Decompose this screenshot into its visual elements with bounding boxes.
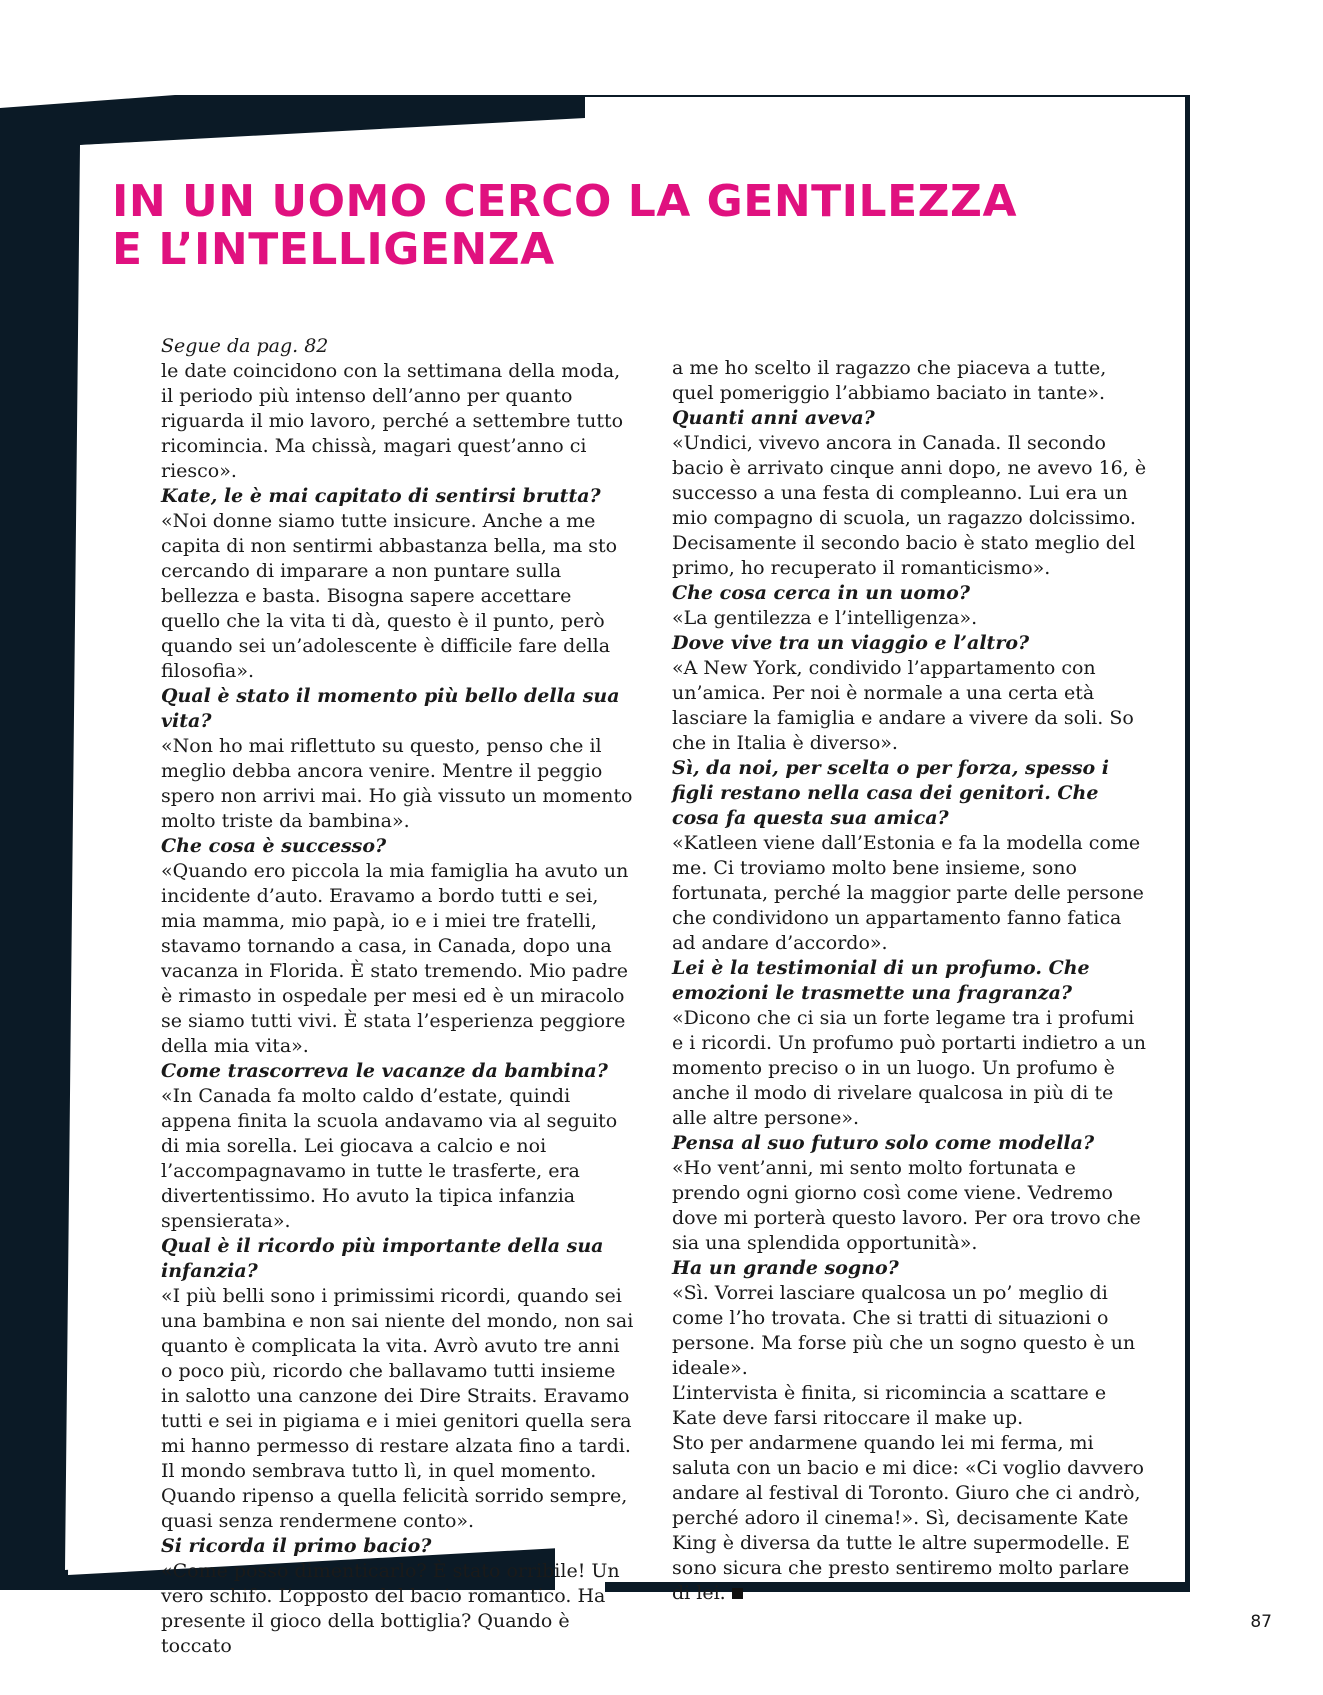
right-column-body	[672, 356, 1150, 1606]
end-of-article-mark	[732, 1588, 743, 1599]
interview-question: Qual è il ricordo più importante della sua infanzia?	[161, 1235, 604, 1282]
interview-question: Che cosa è successo?	[161, 835, 387, 857]
headline-line-2: E L’INTELLIGENZA	[112, 224, 555, 275]
interview-answer: «Ho vent’anni, mi sento molto fortunata e prendo ogni giorno così come viene. Vedremo dove mi porterà questo lavoro. Per ora trovo che sia una splendida opportunità».	[672, 1157, 1141, 1254]
interview-question: Come trascorreva le vacanze da bambina?	[161, 1060, 608, 1082]
interview-answer: «La gentilezza e l’intelligenza».	[672, 607, 978, 629]
interview-answer: «I più belli sono i primissimi ricordi, quando sei una bambina e non sai niente del mondo, non sai quanto è complicata la vita. Avrò avuto tre anni o poco più, ricordo che ballavamo tutti insieme in salotto una canzone dei Dire Straits. Eravamo tutti e sei in pigiama e i miei genitori quella sera mi hanno permesso di restare alzata fino a tardi. Il mondo sembrava tutto lì, in quel momento. Quando ripenso a quella felicità sorrido sempre, quasi senza rendermene conto».	[161, 1285, 634, 1532]
interview-answer: L’intervista è finita, si ricomincia a scattare e Kate deve farsi ritoccare il make up.	[672, 1382, 1107, 1429]
page-number: 87	[1250, 1612, 1272, 1632]
interview-answer: Sto per andarmene quando lei mi ferma, mi saluta con un bacio e mi dice: «Ci voglio davvero andare al festival di Toronto. Giuro che ci andrò, perché adoro il cinema!». Sì, decisamente Kate King è diversa da tutte le altre supermodelle. E sono sicura che presto sentiremo molto parlare di lei.	[672, 1432, 1144, 1604]
article-column-right	[672, 356, 1150, 1606]
continued-from-note: Segue da pag. 82	[161, 335, 329, 357]
interview-question: Ha un grande sogno?	[672, 1257, 899, 1279]
interview-answer: «Come posso dimenticarlo? È stato orribile! Un vero schifo. L’opposto del bacio romantico. Ha presente il gioco della bottiglia? Quando è toccato	[161, 1560, 620, 1657]
interview-question: Kate, le è mai capitato di sentirsi brutta?	[161, 485, 601, 507]
interview-question: Pensa al suo futuro solo come modella?	[672, 1132, 1095, 1154]
headline	[112, 178, 1112, 274]
interview-answer: «In Canada fa molto caldo d’estate, quindi appena finita la scuola andavamo via al seguito di mia sorella. Lei giocava a calcio e noi l’accompagnavamo in tutte le trasferte, era divertentissimo. Ho avuto la tipica infanzia spensierata».	[161, 1085, 618, 1232]
interview-answer: «A New York, condivido l’appartamento con un’amica. Per noi è normale a una certa età lasciare la famiglia e andare a vivere da soli. So che in Italia è diverso».	[672, 657, 1134, 754]
interview-answer: a me ho scelto il ragazzo che piaceva a tutte, quel pomeriggio l’abbiamo baciato in tante».	[672, 357, 1107, 404]
interview-answer: «Katleen viene dall’Estonia e fa la modella come me. Ci troviamo molto bene insieme, sono fortunata, perché la maggior parte delle persone che condividono un appartamento fanno fatica ad andare d’accordo».	[672, 832, 1144, 954]
interview-question: Lei è la testimonial di un profumo. Che emozioni le trasmette una fragranza?	[672, 957, 1090, 1004]
article-column-left	[161, 334, 635, 1659]
interview-question: Si ricorda il primo bacio?	[161, 1535, 432, 1557]
interview-question: Qual è stato il momento più bello della sua vita?	[161, 685, 620, 732]
interview-question: Quanti anni aveva?	[672, 407, 875, 429]
interview-answer: «Dicono che ci sia un forte legame tra i profumi e i ricordi. Un profumo può portarti indietro a un momento preciso o in un luogo. Un profumo è anche il modo di rivelare qualcosa in più di te alle altre persone».	[672, 1007, 1146, 1129]
headline-line-1: IN UN UOMO CERCO LA GENTILEZZA	[112, 176, 1018, 227]
interview-answer: «Non ho mai riflettuto su questo, penso che il meglio debba ancora venire. Mentre il peggio spero non arrivi mai. Ho già vissuto un momento molto triste da bambina».	[161, 735, 633, 832]
left-column-body	[161, 359, 635, 1659]
interview-answer: le date coincidono con la settimana della moda, il periodo più intenso dell’anno per quanto riguarda il mio lavoro, perché a settembre tutto ricomincia. Ma chissà, magari quest’anno ci riesco».	[161, 360, 624, 482]
interview-answer: «Sì. Vorrei lasciare qualcosa un po’ meglio di come l’ho trovata. Che si tratti di situazioni o persone. Ma forse più che un sogno questo è un ideale».	[672, 1282, 1136, 1379]
interview-answer: «Noi donne siamo tutte insicure. Anche a me capita di non sentirmi abbastanza bella, ma sto cercando di imparare a non puntare sulla bellezza e basta. Bisogna sapere accettare quello che la vita ti dà, questo è il punto, però quando sei un’adolescente è difficile fare della filosofia».	[161, 510, 618, 682]
interview-question: Che cosa cerca in un uomo?	[672, 582, 970, 604]
interview-answer: «Undici, vivevo ancora in Canada. Il secondo bacio è arrivato cinque anni dopo, ne avevo 16, è successo a una festa di compleanno. Lui era un mio compagno di scuola, un ragazzo dolcissimo. Decisamente il secondo bacio è stato meglio del primo, ho recuperato il romanticismo».	[672, 432, 1147, 579]
interview-answer: «Quando ero piccola la mia famiglia ha avuto un incidente d’auto. Eravamo a bordo tutti e sei, mia mamma, mio papà, io e i miei tre fratelli, stavamo tornando a casa, in Canada, dopo una vacanza in Florida. È stato tremendo. Mio padre è rimasto in ospedale per mesi ed è un miracolo se siamo tutti vivi. È stata l’esperienza peggiore della mia vita».	[161, 860, 629, 1057]
interview-question: Sì, da noi, per scelta o per forza, spesso i figli restano nella casa dei genitori. Che cosa fa questa sua amica?	[672, 757, 1110, 829]
interview-question: Dove vive tra un viaggio e l’altro?	[672, 632, 1030, 654]
